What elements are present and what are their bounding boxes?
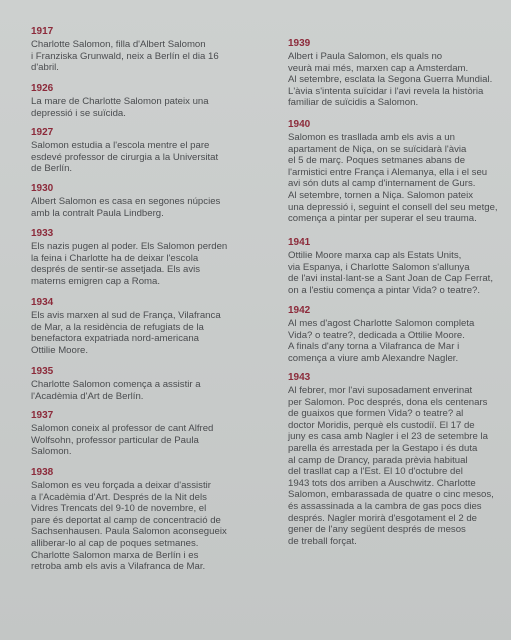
timeline-entry-1938: [31, 467, 271, 573]
timeline-entry-1917: [31, 26, 271, 74]
entry-text: Albert Salomon es casa en segones núpcies amb la contralt Paula Lindberg.: [31, 196, 221, 219]
timeline-entry-1933: [31, 228, 271, 287]
entry-text: Charlotte Salomon, filla d'Albert Salomon i Franziska Grunwald, neix a Berlín el dia 16 d'abril.: [31, 39, 219, 74]
timeline-entry-1937: [31, 410, 271, 458]
entry-text: Al febrer, mor l'avi suposadament enverinat per Salomon. Poc després, dona els centenars de guaixos que formen Vida? o teatre? al doctor Moridis, perquè els custodiï. El 17 de juny es casa amb Nagler i el 23 de setembre la parella és arrestada per la Gestapo i és duta al camp de Drancy, parada prèvia habitual del trasllat cap a l'Est. El 10 d'octubre del 1943 tots dos arriben a Auschwitz. Charlotte Salomon, embarassada de quatre o cinc mesos, és assassinada a la cambra de gas pocs dies després. Nagler morirà d'esgotament el 2 de gener de l'any següent després de mesos de treball forçat.: [288, 385, 494, 547]
entry-year: 1942: [288, 305, 311, 316]
timeline-entry-1926: [31, 83, 271, 119]
entry-year: 1943: [288, 372, 311, 383]
entry-year: 1939: [288, 38, 311, 49]
entry-text: Salomon es veu forçada a deixar d'assistir a l'Acadèmia d'Art. Després de la Nit dels Vidres Trencats del 9-10 de novembre, el pare és deportat al camp de concentració de Sachsenhausen. Paula Salomon aconsegueix alliberar-lo al cap de poques setmanes. Charlotte Salomon marxa de Berlín i es retroba amb els avis a Vilafranca de Mar.: [31, 480, 227, 573]
entry-text: Ottilie Moore marxa cap als Estats Units, via Espanya, i Charlotte Salomon s'allunya de l'avi instal·lant-se a Sant Joan de Cap Ferrat, on a l'estiu comença a pintar Vida? o teatre?.: [288, 250, 494, 296]
entry-text: Salomon es trasllada amb els avis a un apartament de Niça, on se suïcidarà l'àvia el 5 de març. Poques setmanes abans de l'armistici entre França i Alemanya, ella i el seu avi són duts al camp d'internament de Gurs. Al setembre, tornen a Niça. Salomon pateix una depressió i, seguint el consell del seu metge, comença a pintar per superar el seu trauma.: [288, 132, 498, 225]
timeline-entry-1940: [288, 119, 498, 225]
timeline-entry-1927: [31, 127, 271, 175]
entry-text: Albert i Paula Salomon, els quals no veurà mai més, marxen cap a Amsterdam. Al setembre, esclata la Segona Guerra Mundial. L'àvia s'intenta suïcidar i l'avi revela la història familiar de suïcidis a Salomon.: [288, 51, 493, 109]
timeline-entry-1935: [31, 366, 271, 402]
entry-text: Els nazis pugen al poder. Els Salomon perden la feina i Charlotte ha de deixar l'escola després de sentir-se assetjada. Els avis materns emigren cap a Roma.: [31, 241, 228, 287]
entry-year: 1935: [31, 366, 54, 377]
entry-year: 1927: [31, 127, 54, 138]
entry-text: Salomon coneix al professor de cant Alfred Wolfsohn, professor particular de Paula Salomon.: [31, 423, 214, 458]
entry-text: Charlotte Salomon comença a assistir a l'Acadèmia d'Art de Berlín.: [31, 379, 201, 402]
entry-text: Els avis marxen al sud de França, Vilafranca de Mar, a la residència de refugiats de la benefactora expatriada nord-americana Ottilie Moore.: [31, 310, 221, 356]
timeline-entry-1941: [288, 237, 498, 296]
entry-year: 1938: [31, 467, 54, 478]
entry-text: Al mes d'agost Charlotte Salomon completa Vida? o teatre?, dedicada a Ottilie Moore. A finals d'any torna a Vilafranca de Mar i comença a viure amb Alexandre Nagler.: [288, 318, 475, 364]
entry-text: Salomon estudia a l'escola mentre el pare esdevé professor de cirurgia a la Universitat de Berlín.: [31, 140, 219, 175]
entry-text: La mare de Charlotte Salomon pateix una depressió i se suïcida.: [31, 96, 209, 119]
timeline-entry-1939: [288, 38, 498, 109]
timeline-entry-1942: [288, 305, 498, 364]
entry-year: 1926: [31, 83, 54, 94]
entry-year: 1930: [31, 183, 54, 194]
entry-year: 1917: [31, 26, 54, 37]
timeline-entry-1943: [288, 372, 498, 547]
entry-year: 1934: [31, 297, 54, 308]
timeline-entry-1934: [31, 297, 271, 356]
entry-year: 1933: [31, 228, 54, 239]
timeline-entry-1930: [31, 183, 271, 219]
entry-year: 1940: [288, 119, 311, 130]
entry-year: 1941: [288, 237, 311, 248]
entry-year: 1937: [31, 410, 54, 421]
